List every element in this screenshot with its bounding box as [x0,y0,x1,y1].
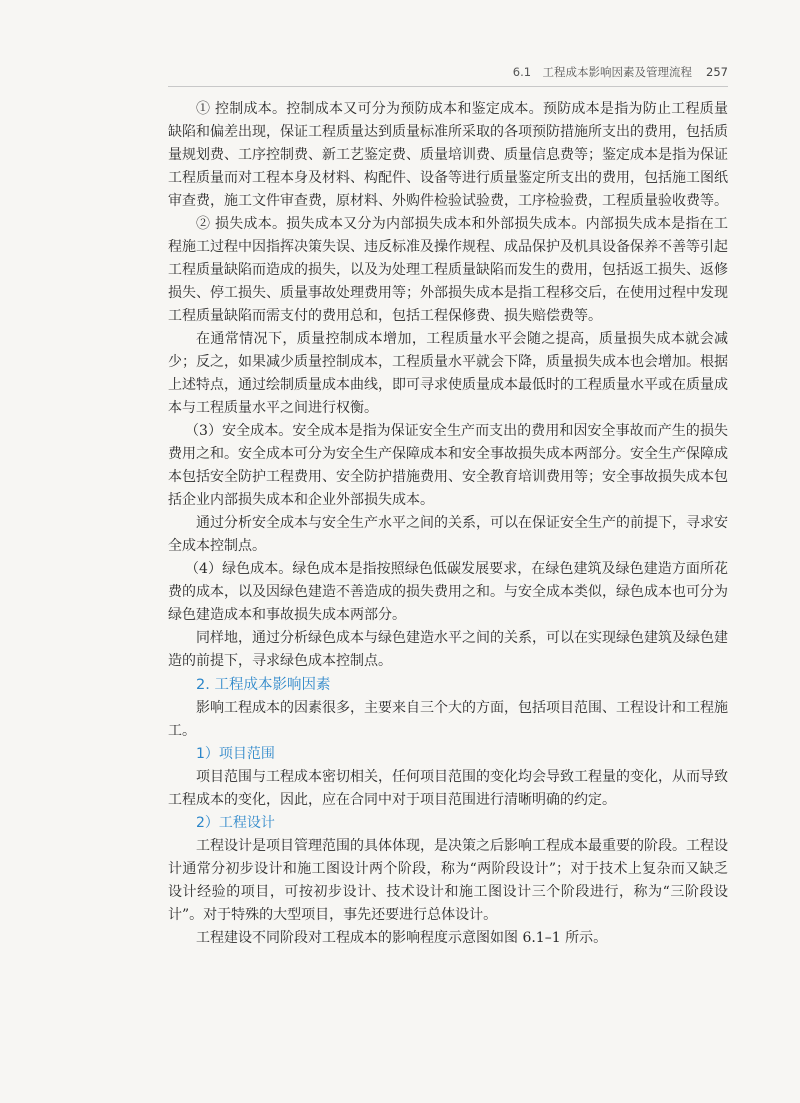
paragraph-control-cost: ① 控制成本。控制成本又可分为预防成本和鉴定成本。预防成本是指为防止工程质量缺陷和偏差出现，保证工程质量达到质量标准所采取的各项预防措施所支出的费用，包括质量规划费、工序控制费、新工艺鉴定费、质量培训费、质量信息费等；鉴定成本是指为保证工程质量而对工程本身及材料、构配件、设备等进行质量鉴定所支出的费用，包括施工图纸审查费，施工文件审查费，原材料、外购件检验试验费，工序检验费，工程质量验收费等。 [168,101,728,209]
running-header [168,64,728,87]
heading-cost-factors: 2. 工程成本影响因素 [196,677,331,693]
subheading-engineering-design: 2）工程设计 [196,815,275,831]
paragraph-engineering-design: 工程设计是项目管理范围的具体体现，是决策之后影响工程成本最重要的阶段。工程设计通常分初步设计和施工图设计两个阶段，称为“两阶段设计”；对于技术上复杂而又缺乏设计经验的项目，可按初步设计、技术设计和施工图设计三个阶段进行，称为“三阶段设计”。对于特殊的大型项目，事先还要进行总体设计。 [168,838,728,923]
paragraph-safety-analysis: 通过分析安全成本与安全生产水平之间的关系，可以在保证安全生产的前提下，寻求安全成本控制点。 [168,515,728,554]
paragraph-project-scope: 项目范围与工程成本密切相关，任何项目范围的变化均会导致工程量的变化，从而导致工程成本的变化，因此，应在合同中对于项目范围进行清晰明确的约定。 [168,769,728,808]
paragraph-green-cost: （4）绿色成本。绿色成本是指按照绿色低碳发展要求，在绿色建筑及绿色建造方面所花费的成本，以及因绿色建造不善造成的损失费用之和。与安全成本类似，绿色成本也可分为绿色建造成本和事故损失成本两部分。 [168,561,728,623]
paragraph-factors-intro: 影响工程成本的因素很多，主要来自三个大的方面，包括项目范围、工程设计和工程施工。 [168,700,728,739]
paragraph-safety-cost: （3）安全成本。安全成本是指为保证安全生产而支出的费用和因安全事故而产生的损失费用之和。安全成本可分为安全生产保障成本和安全事故损失成本两部分。安全生产保障成本包括安全防护工程费用、安全防护措施费用、安全教育培训费用等；安全事故损失成本包括企业内部损失成本和企业外部损失成本。 [168,423,728,508]
paragraph-quality-tradeoff: 在通常情况下，质量控制成本增加，工程质量水平会随之提高，质量损失成本就会减少；反之，如果减少质量控制成本，工程质量水平就会下降，质量损失成本也会增加。根据上述特点，通过绘制质量成本曲线，即可寻求使质量成本最低时的工程质量水平或在质量成本与工程质量水平之间进行权衡。 [168,331,728,416]
header-section-title: 6.1 工程成本影响因素及管理流程 [512,65,693,79]
page-body [168,98,728,950]
paragraph-loss-cost: ② 损失成本。损失成本又分为内部损失成本和外部损失成本。内部损失成本是指在工程施工过程中因指挥决策失误、违反标准及操作规程、成品保护及机具设备保养不善等引起工程质量缺陷而造成的损失，以及为处理工程质量缺陷而发生的费用，包括返工损失、返修损失、停工损失、质量事故处理费用等；外部损失成本是指工程移交后，在使用过程中发现工程质量缺陷而需支付的费用总和，包括工程保修费、损失赔偿费等。 [168,216,728,324]
subheading-project-scope: 1）项目范围 [196,746,275,762]
paragraph-green-analysis: 同样地，通过分析绿色成本与绿色建造水平之间的关系，可以在实现绿色建筑及绿色建造的前提下，寻求绿色成本控制点。 [168,630,728,669]
paragraph-figure-reference: 工程建设不同阶段对工程成本的影响程度示意图如图 6.1–1 所示。 [196,930,608,946]
page-number: 257 [706,65,728,79]
